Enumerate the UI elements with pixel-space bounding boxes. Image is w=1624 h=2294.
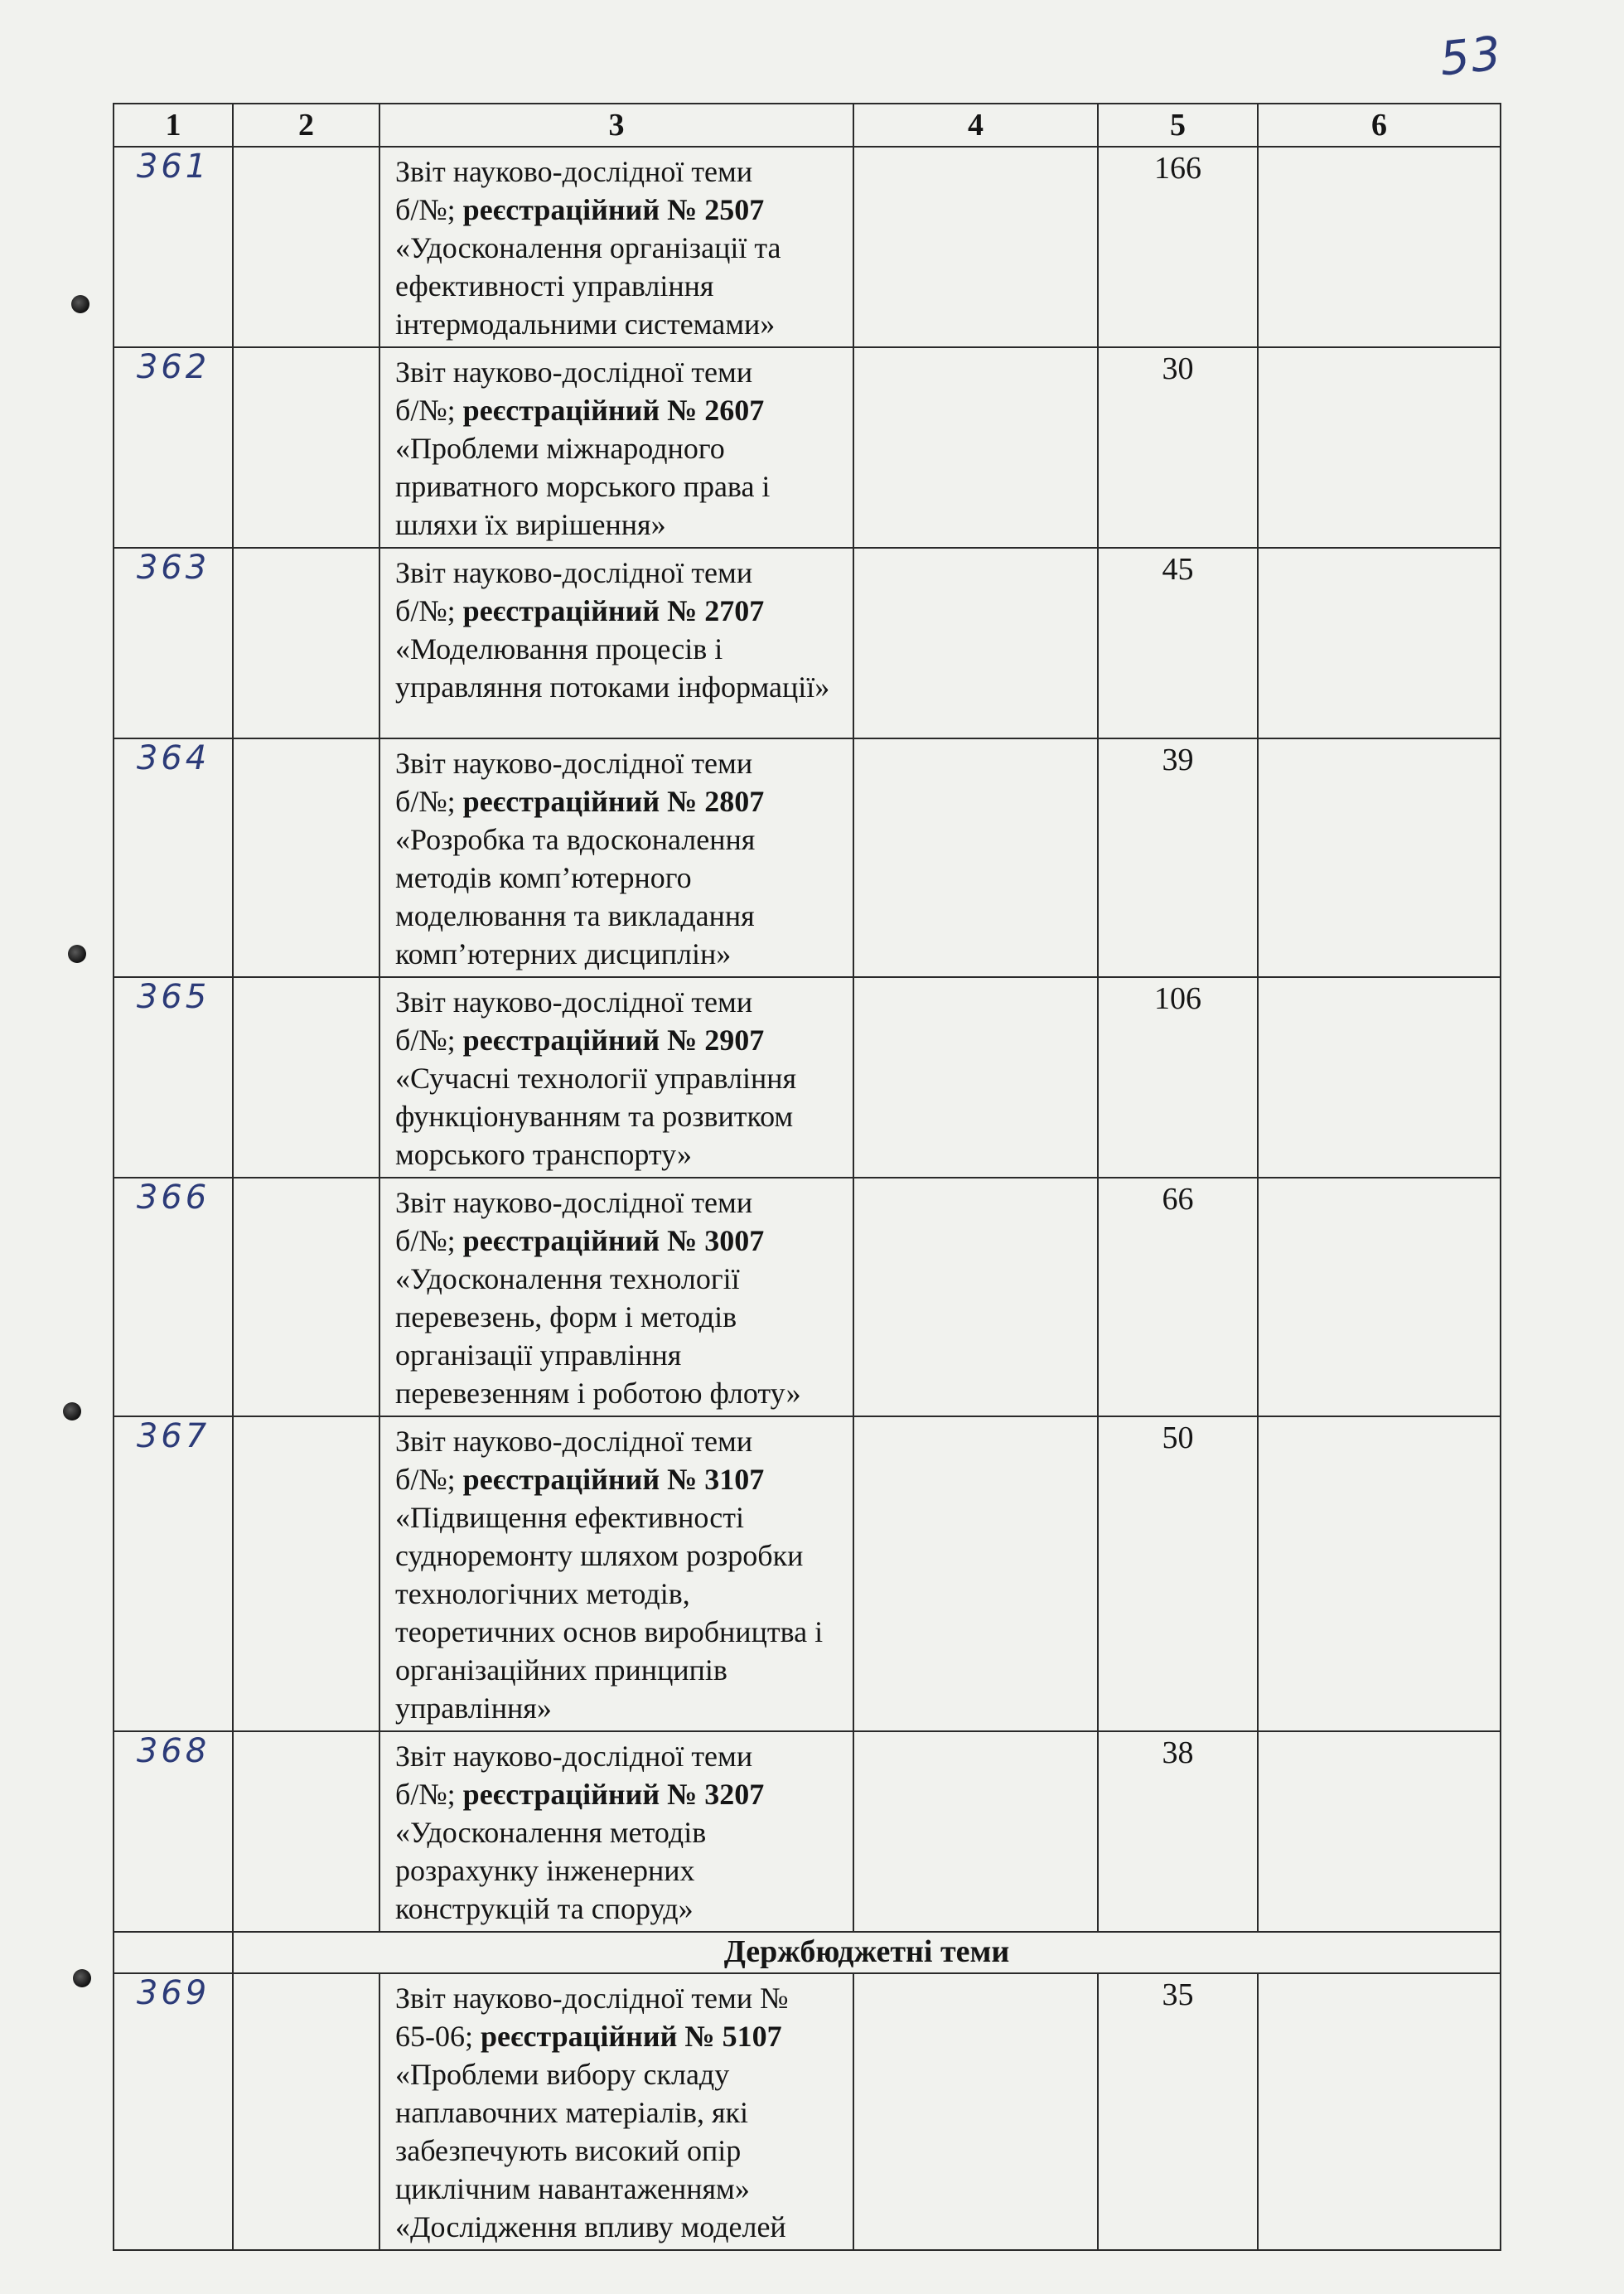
- item-number: 366: [114, 1178, 233, 1416]
- item-description: [379, 738, 853, 977]
- desc-prefix: б/№;: [395, 1024, 463, 1057]
- page-count: 30: [1098, 347, 1258, 548]
- page-number: 53: [1437, 27, 1506, 87]
- item-number: 361: [114, 147, 233, 347]
- empty-cell: [853, 147, 1098, 347]
- empty-cell: [853, 347, 1098, 548]
- topic-title: «Удосконалення методів розрахунку інженерних конструкцій та споруд»: [395, 1816, 707, 1925]
- topic-title: «Проблеми вибору складу наплавочних матеріалів, які забезпечують високий опір циклічним навантаженням» «Дослідження впливу моделей: [395, 2058, 786, 2243]
- registration-number: реєстраційний № 3007: [462, 1224, 765, 1257]
- header-row: [114, 104, 1501, 147]
- registration-number: реєстраційний № 3207: [462, 1778, 765, 1811]
- empty-cell: [233, 548, 379, 738]
- empty-cell: [233, 347, 379, 548]
- empty-cell: [233, 977, 379, 1178]
- desc-prefix: б/№;: [395, 1224, 463, 1257]
- registration-number: реєстраційний № 2807: [462, 785, 765, 818]
- table-row: [114, 548, 1501, 738]
- topic-title: «Підвищення ефективності судноремонту шляхом розробки технологічних методів, теоретичних основ виробництва і організаційних принципів управління»: [395, 1501, 824, 1725]
- empty-cell: [1258, 347, 1501, 548]
- page-count: 38: [1098, 1731, 1258, 1932]
- desc-prefix: 65-06;: [395, 2020, 481, 2053]
- item-description: [379, 1178, 853, 1416]
- table-row: [114, 977, 1501, 1178]
- topic-title: «Проблеми міжнародного приватного морського права і шляхи їх вирішення»: [395, 432, 771, 541]
- item-description: [379, 1973, 853, 2250]
- desc-line: Звіт науково-дослідної теми: [395, 1425, 753, 1458]
- topic-title: «Розробка та вдосконалення методів комп’ютерного моделювання та викладання комп’ютерних дисциплін»: [395, 823, 756, 970]
- page-count: 39: [1098, 738, 1258, 977]
- item-number: 362: [114, 347, 233, 548]
- desc-line: Звіт науково-дослідної теми: [395, 356, 753, 389]
- page-count: 35: [1098, 1973, 1258, 2250]
- section-title: Держбюджетні теми: [233, 1932, 1501, 1973]
- item-number: 369: [114, 1973, 233, 2250]
- desc-prefix: б/№;: [395, 1778, 463, 1811]
- empty-cell: [1258, 1731, 1501, 1932]
- item-number: 364: [114, 738, 233, 977]
- empty-cell: [853, 977, 1098, 1178]
- empty-cell: [114, 1932, 233, 1973]
- item-description: [379, 548, 853, 738]
- desc-prefix: б/№;: [395, 785, 463, 818]
- empty-cell: [1258, 548, 1501, 738]
- column-header: 6: [1258, 104, 1501, 147]
- empty-cell: [853, 1731, 1098, 1932]
- punch-hole: [63, 1402, 81, 1420]
- empty-cell: [853, 548, 1098, 738]
- page-count: 45: [1098, 548, 1258, 738]
- column-header: 5: [1098, 104, 1258, 147]
- table-row: [114, 1416, 1501, 1731]
- empty-cell: [1258, 738, 1501, 977]
- empty-cell: [233, 1178, 379, 1416]
- column-header: 1: [114, 104, 233, 147]
- empty-cell: [1258, 1416, 1501, 1731]
- registration-number: реєстраційний № 2507: [462, 193, 765, 226]
- empty-cell: [853, 1973, 1098, 2250]
- column-header: 3: [379, 104, 853, 147]
- page-count: 166: [1098, 147, 1258, 347]
- desc-line: Звіт науково-дослідної теми: [395, 1740, 753, 1773]
- page-count: 66: [1098, 1178, 1258, 1416]
- desc-prefix: б/№;: [395, 1463, 463, 1496]
- item-number: 368: [114, 1731, 233, 1932]
- desc-line: Звіт науково-дослідної теми: [395, 747, 753, 780]
- table-row: [114, 147, 1501, 347]
- punch-hole: [68, 945, 86, 963]
- empty-cell: [1258, 1178, 1501, 1416]
- table-row: [114, 1178, 1501, 1416]
- empty-cell: [1258, 977, 1501, 1178]
- desc-prefix: б/№;: [395, 394, 463, 427]
- topic-title: «Удосконалення організації та ефективності управління інтермодальними системами»: [395, 231, 781, 341]
- page-count: 50: [1098, 1416, 1258, 1731]
- table-row: [114, 738, 1501, 977]
- item-number: 367: [114, 1416, 233, 1731]
- item-number: 363: [114, 548, 233, 738]
- item-description: [379, 347, 853, 548]
- empty-cell: [233, 738, 379, 977]
- page-count: 106: [1098, 977, 1258, 1178]
- registration-number: реєстраційний № 3107: [462, 1463, 765, 1496]
- empty-cell: [233, 1731, 379, 1932]
- item-description: [379, 1416, 853, 1731]
- empty-cell: [853, 1416, 1098, 1731]
- desc-prefix: б/№;: [395, 594, 463, 627]
- desc-line: Звіт науково-дослідної теми: [395, 556, 753, 589]
- desc-line: Звіт науково-дослідної теми: [395, 985, 753, 1019]
- topic-title: «Удосконалення технології перевезень, форм і методів організації управління перевезенням і роботою флоту»: [395, 1262, 801, 1410]
- section-row: [114, 1932, 1501, 1973]
- empty-cell: [1258, 147, 1501, 347]
- registration-number: реєстраційний № 2607: [462, 394, 765, 427]
- registration-number: реєстраційний № 5107: [481, 2020, 782, 2053]
- column-header: 2: [233, 104, 379, 147]
- table-row: [114, 1973, 1501, 2250]
- table-row: [114, 1731, 1501, 1932]
- registration-number: реєстраційний № 2907: [462, 1024, 765, 1057]
- item-number: 365: [114, 977, 233, 1178]
- empty-cell: [233, 147, 379, 347]
- desc-line: Звіт науково-дослідної теми: [395, 155, 753, 188]
- punch-hole: [73, 1969, 91, 1987]
- punch-hole: [71, 295, 89, 313]
- empty-cell: [853, 1178, 1098, 1416]
- registration-number: реєстраційний № 2707: [462, 594, 765, 627]
- empty-cell: [853, 738, 1098, 977]
- empty-cell: [233, 1416, 379, 1731]
- table-row: [114, 347, 1501, 548]
- item-description: [379, 1731, 853, 1932]
- register-table: [113, 103, 1501, 2251]
- item-description: [379, 977, 853, 1178]
- desc-line: Звіт науково-дослідної теми: [395, 1186, 753, 1219]
- topic-title: «Моделювання процесів і управляння потоками інформації»: [395, 632, 830, 704]
- desc-line: Звіт науково-дослідної теми №: [395, 1982, 789, 2015]
- item-description: [379, 147, 853, 347]
- empty-cell: [233, 1973, 379, 2250]
- empty-cell: [1258, 1973, 1501, 2250]
- topic-title: «Сучасні технології управління функціонуванням та розвитком морського транспорту»: [395, 1062, 797, 1171]
- desc-prefix: б/№;: [395, 193, 463, 226]
- column-header: 4: [853, 104, 1098, 147]
